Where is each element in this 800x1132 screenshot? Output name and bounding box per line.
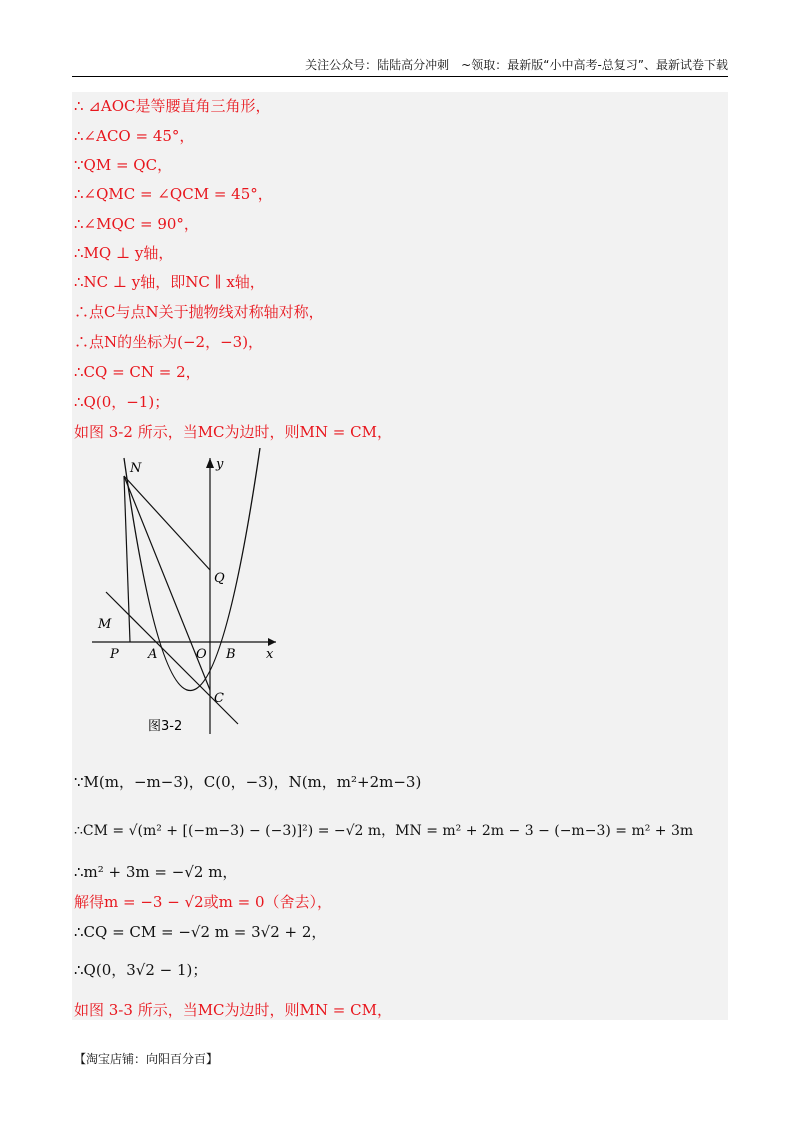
solution-line-7: ∴NC ⊥ y轴，即NC ∥ x轴， (74, 273, 265, 291)
solution-line-12: 如图 3-2 所示，当MC为边时，则MN = CM， (74, 423, 392, 441)
page-footer: 【淘宝店铺：向阳百分百】 (74, 1052, 219, 1066)
x-axis-arrow (268, 638, 276, 646)
y-axis-arrow (206, 458, 214, 468)
label-y: y (216, 457, 224, 472)
solution-line-6: ∴MQ ⊥ y轴， (74, 244, 174, 262)
segment-NP (124, 476, 130, 642)
solution-line-8: ∴点C与点N关于抛物线对称轴对称， (74, 303, 324, 321)
solution-line-18: ∴Q(0，3√2 − 1)； (74, 961, 208, 979)
solution-line-15: ∴m² + 3m = −√2 m， (74, 863, 238, 881)
solution-line-4: ∴∠QMC = ∠QCM = 45°， (74, 185, 273, 203)
label-Q: Q (214, 571, 225, 586)
parabola-curve (124, 448, 260, 691)
label-B: B (226, 647, 236, 662)
solution-line-1: ∴ ⊿AOC是等腰直角三角形， (74, 97, 271, 115)
solution-line-3: ∵QM = QC， (74, 156, 173, 174)
label-M: M (98, 617, 112, 632)
solution-line-2: ∴∠ACO = 45°， (74, 127, 195, 145)
figure-caption: 图3-2 (148, 719, 183, 734)
solution-line-13: ∵M(m，−m−3)，C(0，−3)，N(m，m²+2m−3) (74, 773, 422, 791)
label-N: N (130, 461, 142, 476)
solution-content (72, 92, 728, 1020)
solution-line-17: ∴CQ = CM = −√2 m = 3√2 + 2， (74, 923, 327, 941)
label-P: P (110, 647, 119, 662)
solution-line-9: ∴点N的坐标为(−2，−3)， (74, 333, 264, 351)
solution-line-5: ∴∠MQC = 90°， (74, 215, 199, 233)
label-O: O (196, 647, 207, 662)
segment-NQ (124, 476, 210, 570)
label-A: A (148, 647, 158, 662)
solution-line-10: ∴CQ = CN = 2， (74, 363, 201, 381)
label-C: C (214, 691, 224, 706)
page-header: 关注公众号：陆陆高分冲刺 ~领取：最新版“小中高考-总复习”、最新试卷下载 (72, 56, 728, 77)
label-x: x (266, 647, 274, 662)
solution-line-19: 如图 3-3 所示，当MC为边时，则MN = CM， (74, 1001, 392, 1019)
parabola-figure (90, 448, 280, 748)
solution-line-11: ∴Q(0，−1)； (74, 393, 170, 411)
solution-line-14: ∴CM = √(m² + [(−m−3) − (−3)]²) = −√2 m，MN = m² + 2m − 3 − (−m−3) = m² + 3m (74, 823, 694, 839)
solution-line-16: 解得m = −3 − √2或m = 0（舍去）， (74, 893, 333, 911)
